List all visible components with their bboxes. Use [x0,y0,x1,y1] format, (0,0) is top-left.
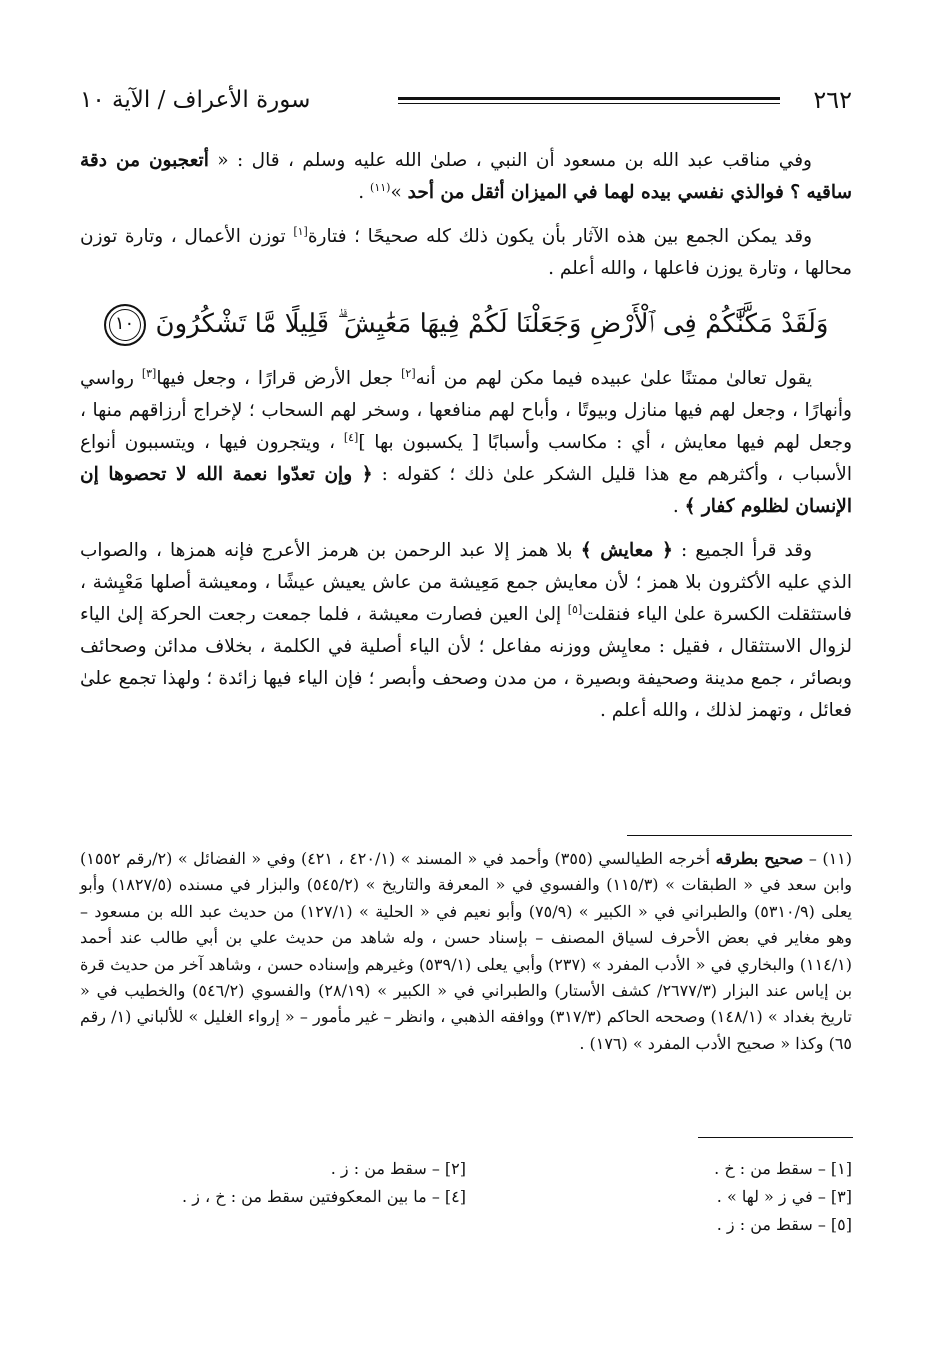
paragraph-3 [80,363,852,523]
footnote-ref-11[interactable]: (١١) [370,180,391,194]
header-rule [398,97,780,104]
p4-text-b: بلا همز إلا عبد الرحمن بن هرمز الأعرج فإنه همزها ، والصواب الذي عليه الأكثرون بلا همز ؛ لأن معايش جمع مَعِيشة من عاش يعيش عيشًا ، ومعيشة أصلها مَعْيِشة ، فاستثقلت الكسرة علىٰ الياء فنقلت [80,540,852,625]
p3-text-c: رواسي وأنهارًا ، وجعل لهم فيها منازل وبيوتًا ، وأباح لهم منافعها ، وسخر لهم السحاب ؛ لإخراج أرزاقهم منها ، وجعل لهم فيها معايش ، أي : مكاسب وأسبابًا [ يكسبون بها ] [80,368,852,453]
variant-note-4 [80,1183,466,1211]
variant-note-5 [466,1211,852,1239]
variant-mark: [١] [830,1159,852,1178]
variant-row-2 [80,1183,852,1211]
page-number: ٢٦٢ [813,86,852,114]
p3-text-b: جعل الأرض قرارًا ، وجعل فيها [156,368,402,389]
p1-text: وفي مناقب عبد الله بن مسعود أن النبي ، صلىٰ الله عليه وسلم ، قال : « [208,150,812,171]
variant-mark: [٤] [444,1187,466,1206]
running-title: سورة الأعراف / الآية ١٠ [80,87,311,113]
p4-text-a: وقد قرأ الجميع : [672,540,812,561]
variant-note-3 [466,1183,852,1211]
p3-text-d: ، ويتجرون فيها ، ويتسببون أنواع الأسباب ، وأكثرهم مع هذا قليل الشكر علىٰ ذلك ؛ كقوله : [80,432,852,485]
variant-ref-2[interactable]: [٢] [401,366,416,380]
variant-text: – ما بين المعكوفتين سقط من : خ ، ز . [182,1187,445,1206]
p2-text-b: توزن الأعمال ، وتارة توزن محالها ، وتارة يوزن فاعلها ، والله أعلم . [80,226,852,279]
p2-text-a: وقد يمكن الجمع بين هذه الآثار بأن يكون ذلك كله صحيحًا ؛ فتارة [307,226,812,247]
paragraph-2 [80,221,852,285]
p1-hadith-quote: أتعجبون من دقة ساقيه ؟ فوالذي نفسي بيده لهما في الميزان أثقل من أحد [80,150,852,203]
p3-text-a: يقول تعالىٰ ممتنًا علىٰ عبيده فيما مكن لهم من أنه [415,368,813,389]
paragraph-1 [80,145,852,209]
variant-mark: [٥] [830,1215,852,1234]
p1-end: . [358,182,371,203]
main-text [80,145,852,739]
footnote-text: أخرجه الطيالسي (٣٥٥) وأحمد في « المسند » (٤٢٠/١ ، ٤٢١) وفي « الفضائل » (٢/رقم ١٥٥٢) وابن سعد في « الطبقات » (١١٥/٣) والفسوي في « المعرفة والتاريخ » (٥٤٥/٢) والبزار في مسنده (١٨٢٧/٥) وأبو يعلى (٥٣١٠/٩) والطبراني في « الكبير » (٧٥/٩) وأبو نعيم في « الحلية » (١٢٧/١) من حديث عبد الله بن مسعود – وهو مغاير في بعض الأحرف لسياق المصنف – بإسناد حسن ، وله شاهد من حديث علي بن أبي طالب عند أحمد (١١٤/١) والبخاري في « الأدب المفرد » (٢٣٧) وأبي يعلى (٥٣٩/١) وغيرهم وإسناده حسن ، وشاهد آخر من حديث قرة بن إياس عند البزار (٢٦٧٧/٣/ كشف الأستار) والطبراني في « الكبير » (٢٨/١٩) والفسوي (٥٤٦/٢) والخطيب في « تاريخ بغداد » (١٤٨/١) وصححه الحاكم (٣١٧/٣) ووافقه الذهبي ، وانظر – غير مأمور – « إرواء الغليل » للألباني (١/ رقم ٦٥) وكذا « صحيح الأدب المفرد » (١٧٦) . [80,849,853,1053]
variant-ref-1[interactable]: [١] [293,224,308,238]
variant-ref-3[interactable]: [٣] [141,366,157,380]
quran-verse [80,297,852,351]
p4-word-quote: ﴿ معايش ﴾ [580,540,673,561]
footnote-grade: صحيح بطرقه [715,849,804,868]
manuscript-variants [80,1155,852,1239]
variant-text: – سقط من : خ . [714,1159,831,1178]
variant-ref-5[interactable]: [٥] [567,602,583,616]
footnote-11 [80,846,852,1057]
variant-ref-4[interactable]: [٤] [343,430,359,444]
p3-verse-quote: ﴿ وإن تعدّوا نعمة الله لا تحصوها إن الإنسان لظلوم كفار ﴾ [80,464,852,517]
ayah-number-badge: ١٠ [104,304,146,346]
variant-mark: [٢] [444,1159,466,1178]
p3-end: . [672,496,685,517]
p1-close-quote: » [390,182,408,203]
verse-text: وَلَقَدْ مَكَّنَّٰكُمْ فِى ٱلْأَرْضِ وَجَعَلْنَا لَكُمْ فِيهَا مَعَٰيِشَ ۗ قَلِيلًا مَّا تَشْكُرُونَ [155,309,829,339]
variant-note-1 [466,1155,852,1183]
p4-text-c: إلىٰ العين فصارت معيشة ، فلما جمعت رجعت الحركة إلىٰ الياء لزوال الاستثقال ، فقيل : معايِش ووزنه مفاعل ؛ لأن الياء أصلية في الكلمة ، بخلاف مدائن وصحائف وبصائر ، جمع مدينة وصحيفة وبصيرة ، من مدن وصحف وأبصر ؛ فإن الياء فيها زائدة ؛ ولهذا تجمع علىٰ فعائل ، وتهمز لذلك ، والله أعلم . [80,604,852,721]
variants-divider [698,1137,853,1138]
variant-text: – سقط من : ز . [716,1215,831,1234]
variant-row-1 [80,1155,852,1183]
variant-mark: [٣] [830,1187,852,1206]
variant-text: – سقط من : ز . [330,1159,445,1178]
page-header [80,82,852,122]
paragraph-4 [80,535,852,727]
variant-note-2 [80,1155,466,1183]
variant-row-3 [80,1211,852,1239]
variant-text: – في ز « لها » . [716,1187,831,1206]
footnote-divider [627,835,852,836]
footnote-number: (١١) – [803,849,853,868]
